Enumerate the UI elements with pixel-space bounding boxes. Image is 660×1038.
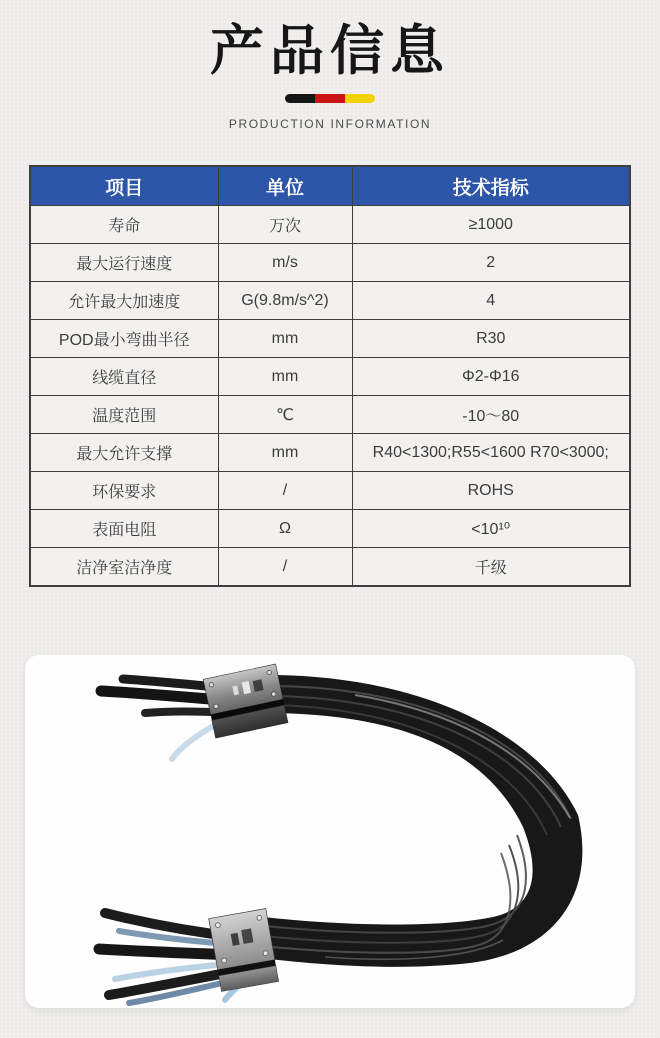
top-clamp xyxy=(203,664,288,738)
divider-yellow-segment xyxy=(345,94,375,103)
cell-item: 最大运行速度 xyxy=(30,244,218,282)
cell-unit: / xyxy=(218,548,352,587)
cell-unit: 万次 xyxy=(218,206,352,244)
table-row xyxy=(30,434,630,472)
table-header-row xyxy=(30,166,630,206)
cell-unit: G(9.8m/s^2) xyxy=(218,282,352,320)
cell-spec: 4 xyxy=(352,282,630,320)
page-title: 产品信息 xyxy=(210,21,450,81)
table-row xyxy=(30,396,630,434)
cell-unit: mm xyxy=(218,320,352,358)
cell-item: 表面电阻 xyxy=(30,510,218,548)
cell-unit: m/s xyxy=(218,244,352,282)
table-row xyxy=(30,244,630,282)
table-row xyxy=(30,510,630,548)
spec-table xyxy=(29,165,631,587)
table-row xyxy=(30,548,630,587)
cell-spec: R30 xyxy=(352,320,630,358)
cell-spec: 2 xyxy=(352,244,630,282)
cell-item: POD最小弯曲半径 xyxy=(30,320,218,358)
cell-item: 线缆直径 xyxy=(30,358,218,396)
screw xyxy=(263,950,269,956)
cell-unit: / xyxy=(218,472,352,510)
cell-spec: <10¹⁰ xyxy=(352,510,630,548)
page-subtitle: PRODUCTION INFORMATION xyxy=(228,117,432,132)
cell-unit: Ω xyxy=(218,510,352,548)
col-header-unit: 单位 xyxy=(218,166,352,206)
cell-unit: mm xyxy=(218,434,352,472)
col-header-item: 项目 xyxy=(30,166,218,206)
table-row xyxy=(30,206,630,244)
cable-assembly-photo xyxy=(25,655,635,1008)
cell-item: 最大允许支撑 xyxy=(30,434,218,472)
screw xyxy=(257,915,263,921)
cell-spec: Φ2-Φ16 xyxy=(352,358,630,396)
cell-spec: ≥1000 xyxy=(352,206,630,244)
cell-spec: -10～80 xyxy=(352,396,630,434)
cell-unit: mm xyxy=(218,358,352,396)
cell-item: 洁净室洁净度 xyxy=(30,548,218,587)
cable-bundle xyxy=(260,675,582,967)
page-header xyxy=(0,0,660,131)
cell-item: 寿命 xyxy=(30,206,218,244)
cell-unit: ℃ xyxy=(218,396,352,434)
product-photo-card xyxy=(25,655,635,1008)
table-row xyxy=(30,358,630,396)
bottom-clamp xyxy=(209,909,279,992)
table-row xyxy=(30,282,630,320)
cell-item: 允许最大加速度 xyxy=(30,282,218,320)
cell-spec: 千级 xyxy=(352,548,630,587)
screw xyxy=(215,922,221,928)
divider-red-segment xyxy=(315,94,345,103)
cell-item: 温度范围 xyxy=(30,396,218,434)
cell-item: 环保要求 xyxy=(30,472,218,510)
screw xyxy=(221,958,227,964)
table-row xyxy=(30,472,630,510)
divider-black-segment xyxy=(285,94,315,103)
cell-spec: R40<1300;R55<1600 R70<3000; xyxy=(352,434,630,472)
table-row xyxy=(30,320,630,358)
flag-divider xyxy=(285,94,375,103)
col-header-spec: 技术指标 xyxy=(352,166,630,206)
cell-spec: ROHS xyxy=(352,472,630,510)
